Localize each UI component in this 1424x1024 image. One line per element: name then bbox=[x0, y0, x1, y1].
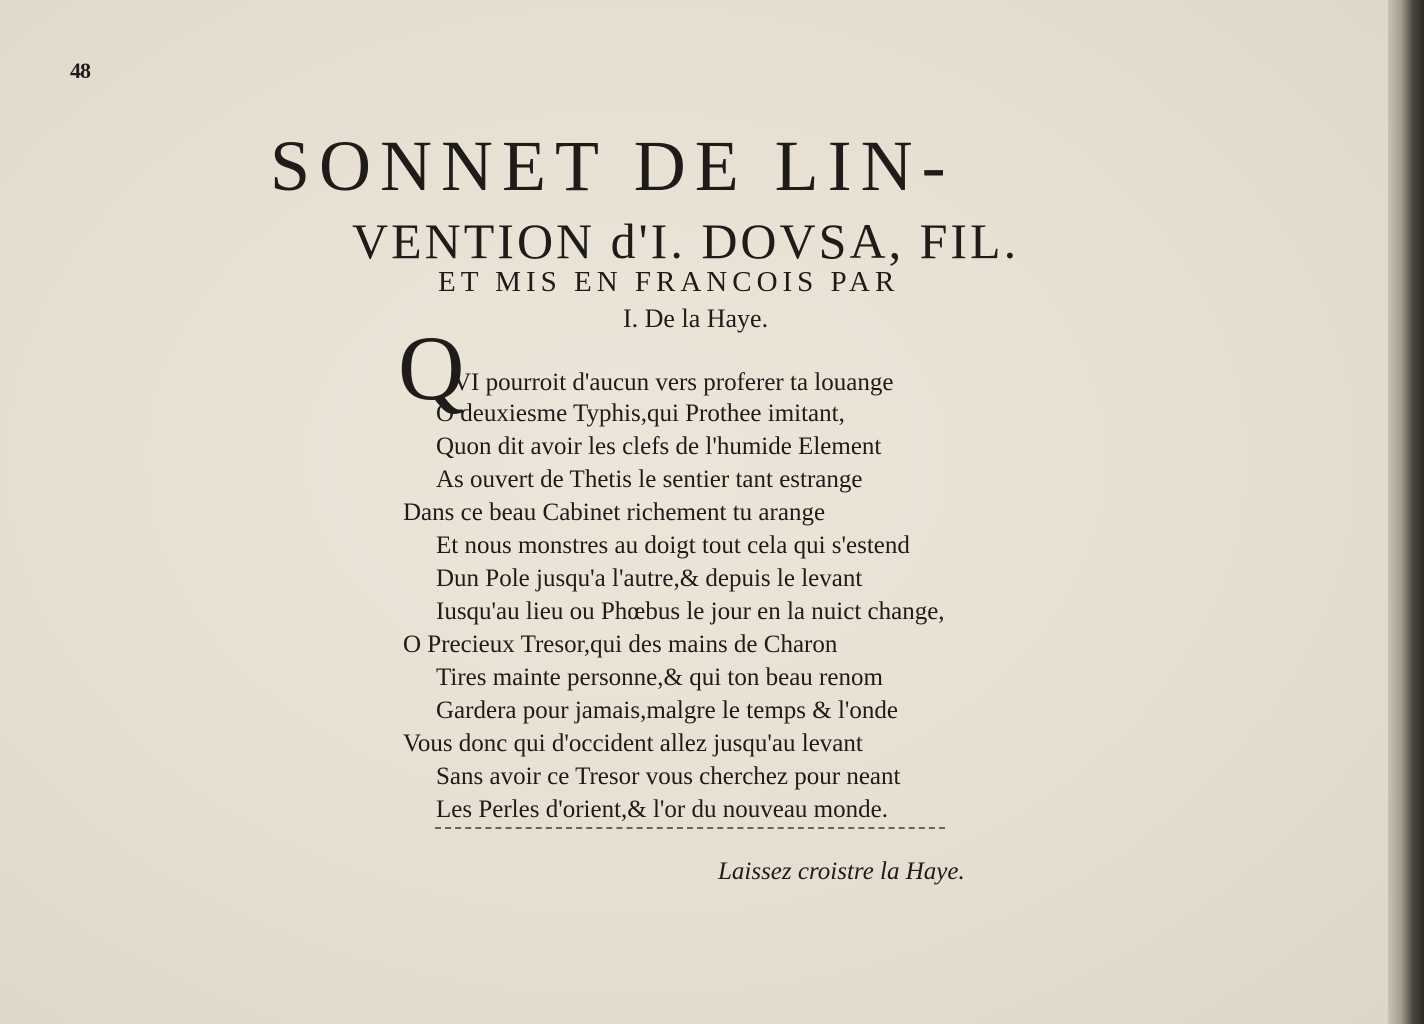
title-line-3: ET MIS EN FRANCOIS PAR bbox=[438, 266, 900, 298]
signature-motto: Laissez croistre la Haye. bbox=[718, 858, 965, 885]
poem-line-12: Vous donc qui d'occident allez jusqu'au levant bbox=[403, 730, 863, 757]
title-line-2: VENTION d'I. DOVSA, FIL. bbox=[352, 213, 1020, 269]
poem-line-1: VI pourroit d'aucun vers proferer ta louange bbox=[453, 369, 894, 396]
author-line: I. De la Haye. bbox=[623, 304, 769, 333]
poem-line-3: Quon dit avoir les clefs de l'humide Element bbox=[436, 433, 882, 460]
poem-line-13: Sans avoir ce Tresor vous cherchez pour neant bbox=[436, 763, 901, 790]
poem-line-14: Les Perles d'orient,& l'or du nouveau monde. bbox=[436, 796, 888, 823]
title-line-1: SONNET DE LIN- bbox=[270, 126, 955, 206]
poem-line-2: O deuxiesme Typhis,qui Prothee imitant, bbox=[436, 400, 845, 427]
poem-line-6: Et nous monstres au doigt tout cela qui s'estend bbox=[436, 532, 910, 559]
poem-line-9: O Precieux Tresor,qui des mains de Charon bbox=[403, 631, 838, 658]
poem-line-10: Tires mainte personne,& qui ton beau renom bbox=[436, 664, 883, 691]
drop-cap: Q bbox=[398, 317, 465, 419]
poem-line-7: Dun Pole jusqu'a l'autre,& depuis le levant bbox=[436, 565, 863, 592]
book-gutter bbox=[1388, 0, 1424, 1024]
poem-line-8: Iusqu'au lieu ou Phœbus le jour en la nuict change, bbox=[436, 598, 945, 625]
poem-line-4: As ouvert de Thetis le sentier tant estrange bbox=[436, 466, 863, 493]
poem-line-5: Dans ce beau Cabinet richement tu arange bbox=[403, 499, 826, 526]
poem-line-11: Gardera pour jamais,malgre le temps & l'onde bbox=[436, 697, 898, 724]
page-number: 48 bbox=[70, 58, 90, 83]
closing-rule bbox=[435, 827, 945, 829]
